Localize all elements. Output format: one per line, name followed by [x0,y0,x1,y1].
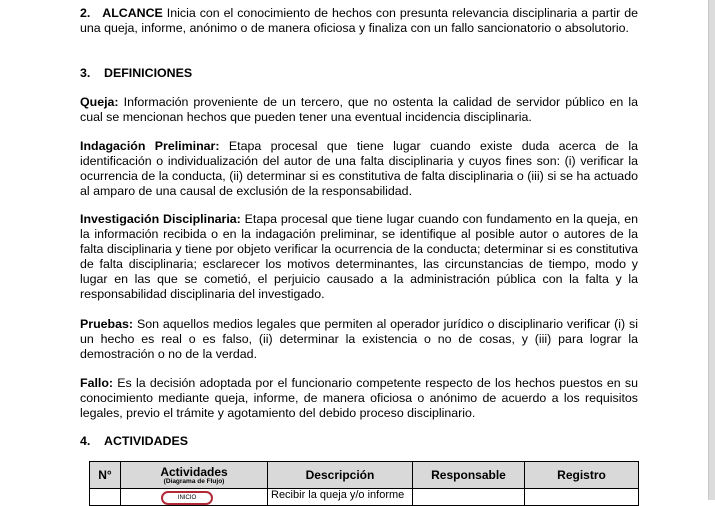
definiciones-number: 3. [80,66,91,80]
page-edge [708,0,715,500]
row-registro-cell [525,489,639,506]
definition-text: Etapa procesal que tiene lugar cuando existe duda acerca de la identificación o individualización del autor de una falta disciplinaria y cuyos fines son: (i) verificar la ocurrencia de la conducta, (ii) determinar si es constitutiva de falta disciplinaria o (iii) si se ha actuado al amparo de una causal de exclusión de la responsabilidad. [80,139,639,198]
definition-term: Investigación Disciplinaria: [80,212,241,226]
definition-pruebas [80,317,638,362]
table-row [90,489,639,506]
definition-indagacion [80,139,638,199]
flowchart-start-oval: INICIO [161,491,213,505]
definition-investigacion [80,212,638,302]
alcance-title: ALCANCE [102,6,163,20]
alcance-section [80,6,638,36]
row-desc-cell [268,489,413,506]
definition-term: Pruebas: [80,317,134,331]
definition-queja [80,95,638,125]
header-num: N° [90,462,121,489]
actividades-title: ACTIVIDADES [104,434,188,448]
header-responsable: Responsable [413,462,525,489]
row-flow-cell [121,489,268,506]
definition-term: Queja: [80,95,119,109]
row-num-cell [90,489,121,506]
actividades-number: 4. [80,434,91,448]
definiciones-title: DEFINICIONES [104,66,193,80]
header-registro: Registro [525,462,639,489]
row-description: Recibir la queja y/o informe [271,489,405,501]
header-actividades-sub: (Diagrama de Flujo) [163,478,225,485]
definition-text: Es la decisión adoptada por el funcionario competente respecto de los hechos puestos en su conocimiento mediante queja, informe, de manera oficiosa o anónimo de acuerdo a los requisitos legales, previo el trámite y agotamiento del debido proceso disciplinario. [80,376,638,420]
definition-term: Fallo: [80,376,114,390]
header-actividades-label: Actividades [160,465,228,479]
header-actividades [121,462,268,489]
definition-fallo [80,376,638,421]
header-descripcion: Descripción [268,462,413,489]
definition-text: Son aquellos medios legales que permiten al operador jurídico o disciplinario verificar (i) si un hecho es real o es falso, (ii) determinar la existencia o no de cosas, y (iii) para lograr la demostración o no de la verdad. [80,317,638,361]
alcance-number: 2. [80,6,91,20]
table-header-row [90,462,639,489]
definition-term: Indagación Preliminar: [80,139,220,153]
row-responsable-cell [413,489,525,506]
activities-table [89,461,639,506]
alcance-text: Inicia con el conocimiento de hechos con presunta relevancia disciplinaria a partir de una queja, informe, anónimo o de manera oficiosa y finaliza con un fallo sancionatorio o absolutorio. [80,6,638,35]
definition-text: Información proveniente de un tercero, que no ostenta la calidad de servidor público en la cual se mencionan hechos que pueden tener una eventual incidencia disciplinaria. [80,95,638,124]
definition-text: Etapa procesal que tiene lugar cuando con fundamento en la queja, en la información recibida o en la indagación preliminar, se identifique al posible autor o autores de la falta disciplinaria y tiene por objeto verificar la ocurrencia de la conducta; determinar si es constitutiva de falta disciplinaria; esclarecer los motivos determinantes, las circunstancias de tiempo, modo y lugar en las que se cometió, el perjuicio causado a la administración pública con la falta y la responsabilidad disciplinaria del investigado. [80,212,639,301]
